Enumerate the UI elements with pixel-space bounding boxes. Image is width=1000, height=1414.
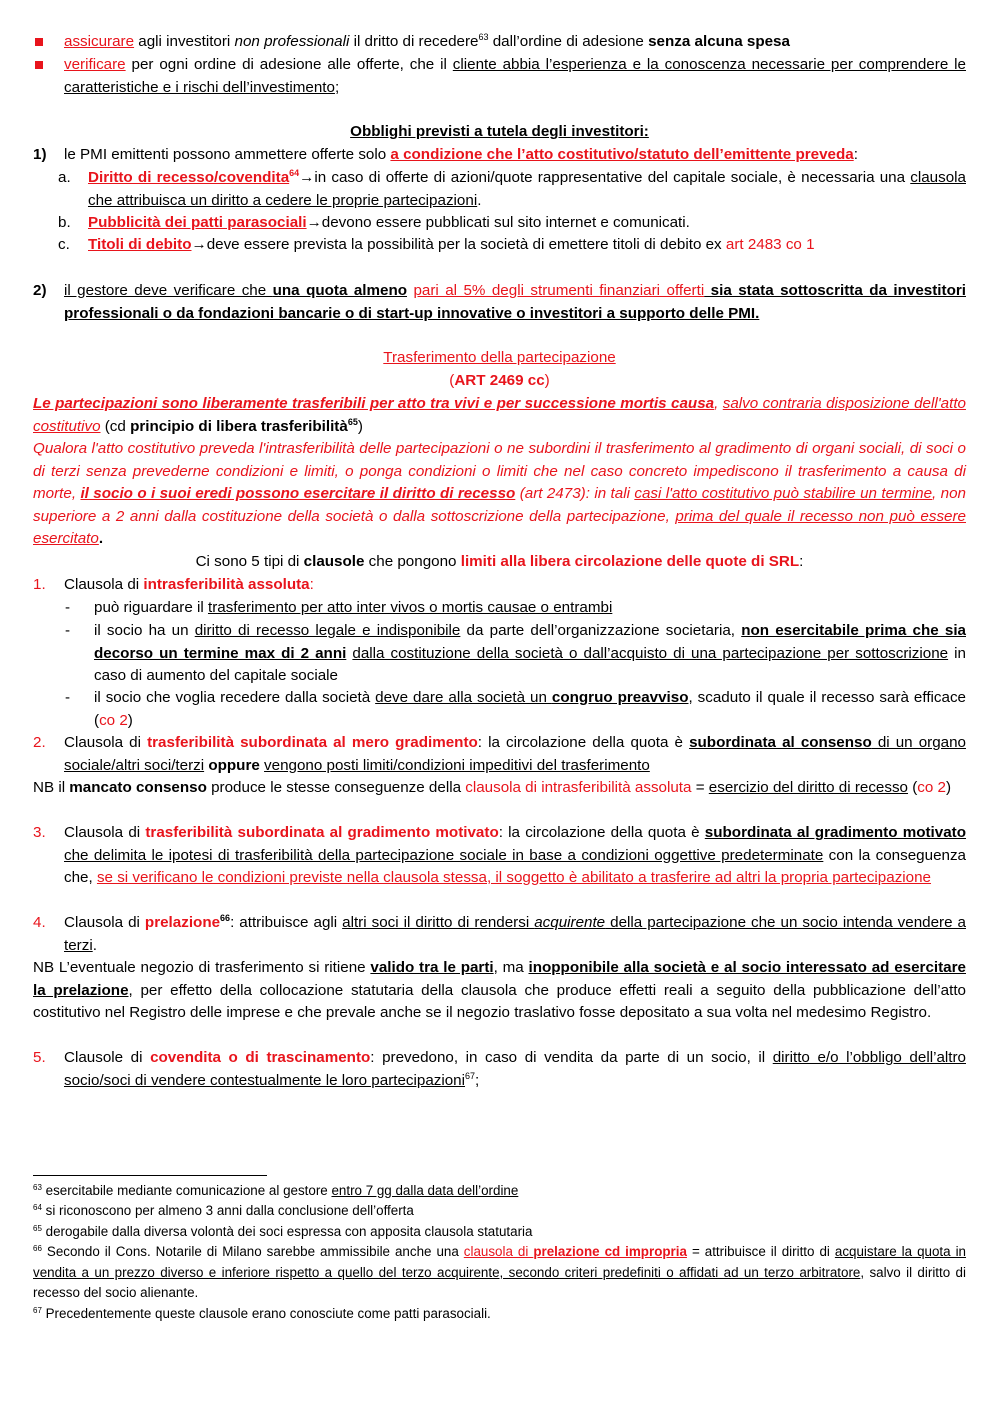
obblighi-item-c xyxy=(88,234,966,257)
text-bold: valido tra le parti xyxy=(370,959,494,976)
footnote-ref-63[interactable]: 63 xyxy=(478,32,489,42)
text: = attribuisce il diritto di xyxy=(686,1244,835,1259)
text-underlined: il gestore deve verificare che xyxy=(64,282,273,299)
text: ; xyxy=(334,78,340,96)
text-red: pari al 5% degli strumenti finanziari offerti xyxy=(413,282,705,299)
text-underlined: diritto di recesso legale e indisponibile xyxy=(194,622,461,639)
text-underlined: deve dare alla società un xyxy=(375,689,552,706)
text-red-italic: salvo contraria disposizione dell'atto costitutivo xyxy=(33,395,966,435)
clausola-3 xyxy=(64,822,966,890)
text-underlined: cliente abbia l’esperienza e la conoscenza necessarie per comprendere le caratteristiche e i rischi dell’investimento xyxy=(64,56,966,96)
text-red-bold: prelazione xyxy=(144,914,221,931)
text-red: clausola di intrasferibilità assoluta xyxy=(465,779,692,796)
footnote-ref-65[interactable]: 65 xyxy=(347,416,358,427)
text: esercitabile mediante comunicazione al gestore xyxy=(41,1183,332,1198)
text: : attribuisce agli xyxy=(230,914,343,931)
text-bold: ART 2469 cc xyxy=(454,372,545,389)
text: : xyxy=(853,146,858,163)
list-number: 2) xyxy=(33,282,47,299)
nota-bene-mancato-consenso xyxy=(33,777,966,800)
text-red-bold: Diritto di recesso/covendita xyxy=(88,169,290,186)
text: . xyxy=(92,936,97,954)
footnote-ref-67[interactable]: 67 xyxy=(465,1070,476,1081)
text: , scaduto il quale il recesso sarà efficace ( xyxy=(94,689,966,729)
assicurare-link[interactable]: assicurare xyxy=(64,33,135,50)
text-red-bold: intrasferibilità assoluta xyxy=(143,576,310,593)
text: , salvo il diritto di recesso del socio alienante. xyxy=(33,1264,966,1301)
footnote-ref-66[interactable]: 66 xyxy=(220,913,231,923)
text: il socio ha un xyxy=(94,622,195,639)
text-bold: senza alcuna spesa xyxy=(648,33,790,50)
text-red-italic: , non superiore a 2 anni dalla costituzione della società o dalla sottoscrizione della partecipazione, xyxy=(33,485,966,525)
text: , ma xyxy=(493,959,529,976)
text: . xyxy=(98,530,104,548)
text: Clausole di xyxy=(64,1049,151,1066)
text-underlined: altri soci il diritto di rendersi xyxy=(342,914,535,931)
text-red-bold: Pubblicità dei patti parasociali xyxy=(88,214,307,231)
text: ) xyxy=(946,779,952,796)
text-underlined: diritto e/o l’obbligo dell’altro socio/soci di vendere contestualmente le loro partecipazioni xyxy=(64,1049,966,1089)
text-underlined: vengono posti limiti/condizioni impeditivi del trasferimento xyxy=(264,756,650,774)
footnote-number: 66 xyxy=(33,1244,42,1253)
text: produce le stesse conseguenze della xyxy=(206,779,466,796)
clausola-2 xyxy=(64,732,966,777)
text: dall’ordine di adesione xyxy=(488,33,649,50)
section-heading-trasferimento: Trasferimento della partecipazione xyxy=(383,349,616,366)
list-number: 1. xyxy=(33,576,46,593)
text-red-bold-italic: il socio o i suoi eredi possono esercitare il diritto di recesso xyxy=(80,485,516,503)
text-bold: clausole xyxy=(303,553,365,570)
text-red-bold: a condizione che l’atto costitutivo/statuto dell’emittente preveda xyxy=(390,146,854,163)
text: , xyxy=(714,395,723,412)
text-bold: principio di libera trasferibilità xyxy=(130,417,348,435)
text: le PMI emittenti possono xyxy=(64,146,231,163)
text-bold: una quota almeno xyxy=(272,282,408,299)
text: = xyxy=(691,779,709,796)
footnote-67 xyxy=(33,1304,966,1325)
text-underlined: acquistare la quota in vendita a un prezzo diverso e inferiore rispetto a quello del terzo acquirente, secondo criteri predefiniti o affidati ad un terzo arbitratore xyxy=(33,1244,967,1280)
arrow-right-icon: → xyxy=(306,214,322,231)
bullet-item-verificare xyxy=(64,54,966,99)
obblighi-item-b xyxy=(88,212,966,235)
dash-bullet: - xyxy=(65,689,71,706)
footnote-number: 65 xyxy=(33,1224,42,1233)
clausola-1-point-2 xyxy=(94,620,966,688)
bullet-square-icon xyxy=(35,38,43,46)
text: : la circolazione della quota è xyxy=(498,824,705,841)
text: Clausola di xyxy=(64,914,145,931)
list-number: 2. xyxy=(33,734,46,751)
text: ammettere offerte solo xyxy=(230,146,391,163)
text: (cd xyxy=(100,417,131,435)
text: : xyxy=(799,553,804,570)
text-underlined: esercizio del diritto di recesso xyxy=(708,779,909,796)
text: ; xyxy=(475,1071,480,1089)
text-red-bold: trasferibilità subordinata al mero gradimento xyxy=(147,734,478,751)
text-underlined: trasferimento per atto inter vivos o mortis causae o entrambi xyxy=(207,599,613,616)
text-red: clausola di xyxy=(463,1244,534,1259)
text: si riconoscono per almeno 3 anni dalla conclusione dell’offerta xyxy=(41,1203,414,1218)
clausola-4 xyxy=(64,912,966,957)
footnote-ref-64[interactable]: 64 xyxy=(289,168,300,178)
text: ) xyxy=(544,372,550,389)
text: deve essere prevista la possibilità per la società di emettere titoli di debito ex xyxy=(206,236,726,253)
text: ( xyxy=(449,372,455,389)
text: NB il xyxy=(33,779,70,796)
list-number: 5. xyxy=(33,1049,46,1066)
text-bold: sia stata sottoscritta da investitori professionali o da fondazioni bancarie o di start-up innovative o investitori a supporto delle PMI. xyxy=(64,282,966,322)
text: il socio che voglia recedere dalla società xyxy=(94,689,376,706)
dash-bullet: - xyxy=(65,622,71,639)
text: : xyxy=(309,576,314,593)
text: Clausola di xyxy=(64,734,148,751)
list-number: 4. xyxy=(33,914,46,931)
bullet-square-icon xyxy=(35,61,43,69)
paragraph-qualora xyxy=(33,438,966,551)
text-underlined: clausola che attribuisca un diritto a cedere le proprie partecipazioni xyxy=(88,169,966,209)
text-underlined: dalla costituzione della società o dall’acquisto di una partecipazione per sottoscrizione xyxy=(352,644,949,662)
text: . xyxy=(477,191,482,209)
obblighi-item-2 xyxy=(64,280,966,325)
text-bold: inopponibile alla società e al socio interessato ad esercitare la prelazione xyxy=(33,959,966,999)
text-red-bold: prelazione cd impropria xyxy=(533,1244,687,1259)
obblighi-item-a xyxy=(88,167,966,212)
text-red: co 2 xyxy=(917,779,947,796)
text: agli investitori xyxy=(134,33,235,50)
text: : prevedono, in caso di vendita da parte di un socio, il xyxy=(370,1049,773,1066)
text: il dritto di recedere xyxy=(349,33,479,50)
text-red-bold: limiti alla libera circolazione delle quote di SRL xyxy=(460,553,800,570)
list-number: 3. xyxy=(33,824,46,841)
text-bold: subordinata al consenso xyxy=(689,734,872,751)
paragraph-libera-trasferibilita xyxy=(33,393,966,438)
text: per ogni ordine di adesione alle offerte, che il xyxy=(125,56,453,73)
text-underlined: di un organo sociale/altri soci/terzi xyxy=(64,734,966,774)
text-red-bold: trasferibilità subordinata al gradimento motivato xyxy=(145,824,499,841)
text-bold: non esercitabile prima che sia decorso un termine max di 2 anni xyxy=(94,622,966,662)
verificare-link[interactable]: verificare xyxy=(64,56,126,73)
nota-bene-prelazione xyxy=(33,957,966,1025)
text-red: se si verificano le condizioni previste nella clausola stessa, il soggetto è abilitato a trasferire ad altri la propria partecipazione xyxy=(96,869,932,887)
text-bold: oppure xyxy=(208,756,260,774)
text: Ci sono 5 tipi di xyxy=(195,553,304,570)
text: può riguardare il xyxy=(94,599,208,616)
text-bold: subordinata al gradimento motivato xyxy=(704,824,967,841)
footnote-number: 63 xyxy=(33,1183,42,1192)
arrow-right-icon: → xyxy=(191,236,207,253)
text-red-italic: casi l'atto costitutivo può stabilire un termine xyxy=(634,485,933,503)
bullet-item-assicurare xyxy=(64,31,966,54)
obblighi-item-1 xyxy=(64,144,966,167)
clausola-5 xyxy=(64,1047,966,1092)
text-underlined: che delimita le ipotesi di trasferibilità della partecipazione sociale in base a condizioni oggettive predeterminate xyxy=(64,846,824,864)
text: Clausola di xyxy=(64,576,144,593)
text: Precedentemente queste clausole erano conosciute come patti parasociali. xyxy=(41,1306,491,1321)
text: che pongono xyxy=(364,553,461,570)
text-red-italic: prima del quale il recesso non può essere esercitato xyxy=(33,507,966,548)
text: Clausola di xyxy=(64,824,146,841)
footnote-63 xyxy=(33,1181,966,1202)
text: derogabile dalla diversa volontà dei soci espressa con apposita clausola statutaria xyxy=(41,1224,533,1239)
text-underlined: della partecipazione che un socio intenda vendere a terzi xyxy=(64,914,966,954)
text: in caso di aumento del capitale sociale xyxy=(94,644,966,685)
list-number: 1) xyxy=(33,146,47,163)
clausola-1-point-1 xyxy=(94,597,966,620)
clausola-1-point-3 xyxy=(94,687,966,732)
arrow-right-icon: → xyxy=(299,169,315,186)
footnote-65 xyxy=(33,1222,966,1243)
text-red-italic: (art 2473): in tali xyxy=(515,485,635,503)
list-letter: b. xyxy=(58,214,71,231)
article-reference xyxy=(33,370,966,393)
text-italic: acquirente xyxy=(534,914,606,931)
list-letter: a. xyxy=(58,169,71,186)
list-letter: c. xyxy=(58,236,70,253)
text: con la conseguenza che, xyxy=(64,846,966,887)
text: , per effetto della collocazione statutaria della clausola che produce effetti reali a seguito della pubblicazione dell’atto costitutivo nel Registro delle imprese e che prevale anche se il negozio traslativo fosse depositato a sua volta nel medesimo Registro. xyxy=(33,981,966,1022)
text-red-bold: Titoli di debito xyxy=(88,236,192,253)
dash-bullet: - xyxy=(65,599,71,616)
clausola-1-title xyxy=(64,574,966,597)
text-bold: congruo preavviso xyxy=(551,689,689,706)
text: da parte dell’organizzazione societaria, xyxy=(460,622,742,639)
text: in caso di offerte di azioni/quote rappresentative del capitale sociale, è necessaria una xyxy=(314,169,911,186)
text: ( xyxy=(908,779,918,796)
clausole-intro xyxy=(33,551,966,574)
footnote-64 xyxy=(33,1201,966,1222)
text-red-italic: Qualora l'atto costitutivo preveda l'intrasferibilità delle partecipazioni o ne subordini il trasferimento al gradimento di organi sociali, di soci o di terzi senza prevederne condizioni e limiti, o ponga condizioni o limiti che nel caso concreto impediscono il trasferimento a causa di morte, xyxy=(33,440,966,503)
footnote-number: 64 xyxy=(33,1203,42,1212)
footnote-separator xyxy=(33,1175,267,1176)
text-red-bold-italic: Le partecipazioni sono liberamente trasferibili per atto tra vivi e per successione mortis causa xyxy=(33,395,715,412)
text: : la circolazione della quota è xyxy=(477,734,690,751)
text-red-bold: covendita o di trascinamento xyxy=(150,1049,371,1066)
text: NB L’eventuale negozio di trasferimento si ritiene xyxy=(33,959,371,976)
section-heading-obblighi: Obblighi previsti a tutela degli investitori: xyxy=(350,123,649,140)
text-underlined: entro 7 gg dalla data dell’ordine xyxy=(331,1183,519,1198)
footnote-66 xyxy=(33,1242,966,1304)
text: Secondo il Cons. Notarile di Milano sarebbe ammissibile anche una xyxy=(41,1244,464,1259)
text-red: co 2 xyxy=(99,711,128,729)
text-italic: non professionali xyxy=(234,33,350,50)
text: devono essere pubblicati sul sito internet e comunicati. xyxy=(321,214,690,231)
text: ) xyxy=(357,417,363,435)
text-red: art 2483 co 1 xyxy=(725,236,815,253)
text-bold: mancato consenso xyxy=(69,779,207,796)
text: ) xyxy=(127,711,133,729)
footnote-number: 67 xyxy=(33,1306,42,1315)
